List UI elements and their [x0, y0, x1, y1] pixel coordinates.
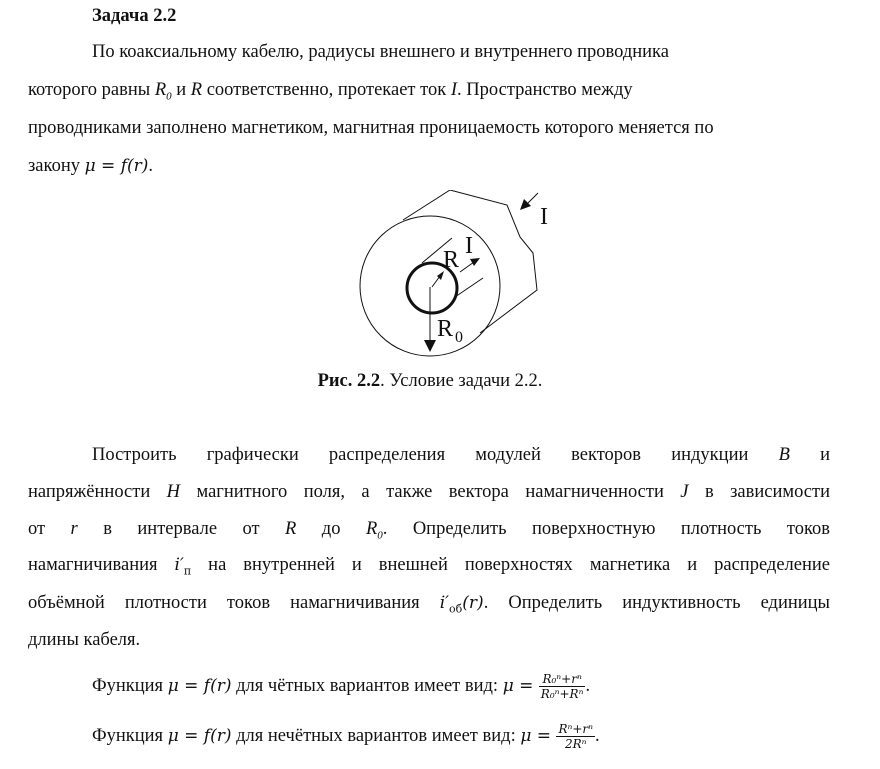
svg-text:R: R: [443, 247, 460, 273]
svg-text:I: I: [540, 204, 548, 230]
svg-text:R: R: [437, 316, 454, 342]
arrow-outer-current: [520, 199, 531, 210]
svg-text:0: 0: [455, 329, 463, 346]
problem-title: Задача 2.2: [92, 6, 177, 26]
arrow-radius-r0: [424, 340, 436, 352]
formula-even: Функция μ = f(r) для чётных вариантов имеет вид: μ = $\frac{\text{R₀ⁿ+rⁿ}}{\text{R₀ⁿ+Rⁿ}}$ .: [92, 672, 591, 701]
arrow-inner-current: [470, 258, 480, 266]
formula-odd: Функция μ = f(r) для нечётных вариантов имеет вид: μ = $\frac{\text{Rⁿ+rⁿ}}{\text{2Rⁿ}}$ .: [92, 722, 600, 751]
figure-caption: Рис. 2.2. Условие задачи 2.2.: [317, 371, 543, 391]
svg-text:I: I: [465, 233, 473, 259]
coaxial-cable-figure: [340, 190, 580, 360]
